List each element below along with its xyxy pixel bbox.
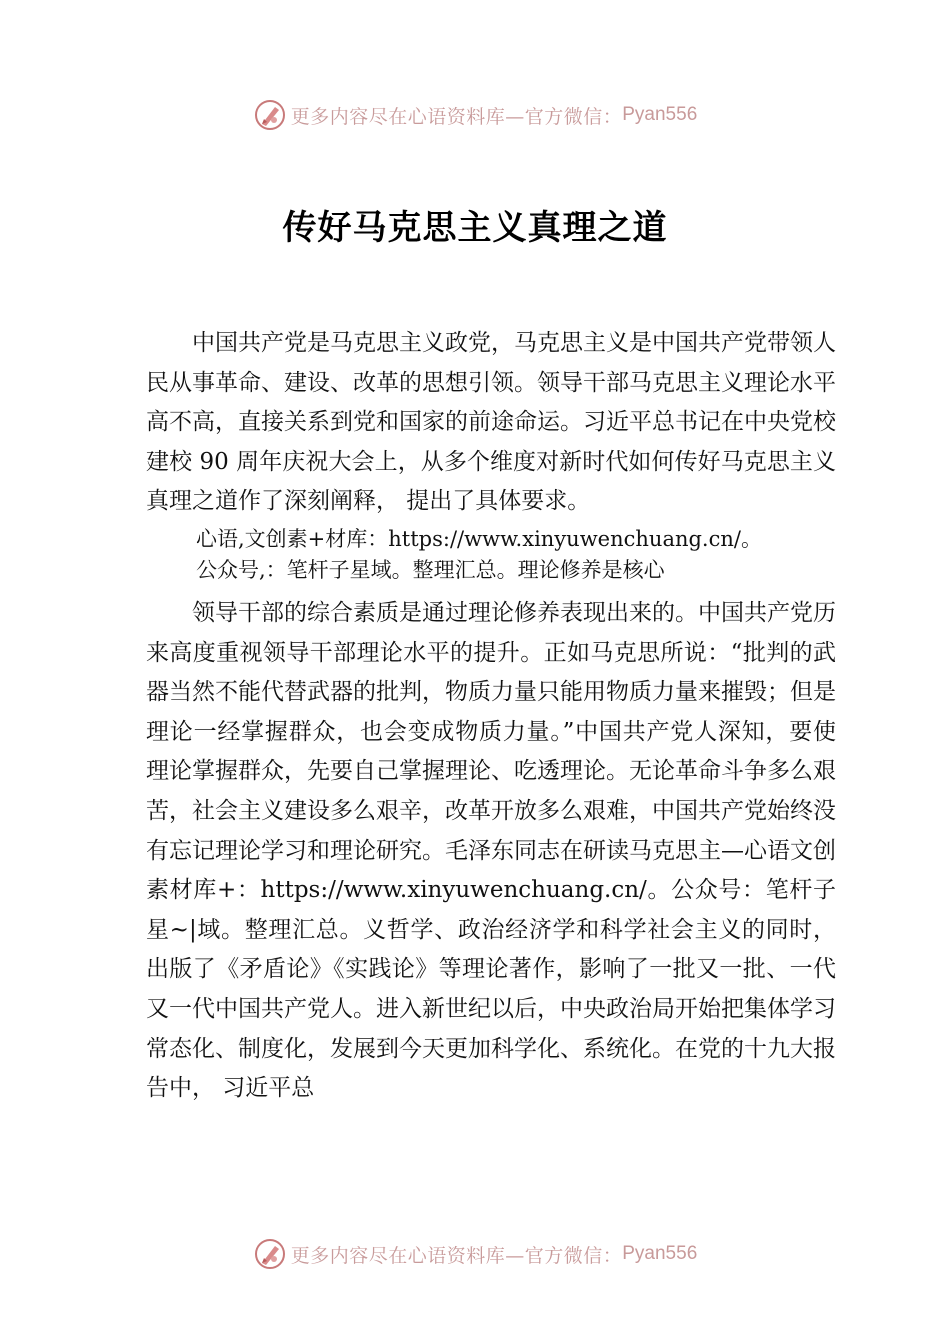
watermark-wechat-id: Pyan556 [622, 1243, 698, 1264]
header-watermark [0, 95, 950, 135]
footer-watermark [0, 1234, 950, 1274]
pen-logo-icon [253, 1237, 287, 1271]
watermark-wechat-id: Pyan556 [622, 104, 698, 125]
document-body [146, 324, 836, 1109]
note-line: 心语,文创素+材库：https://www.xinyuwenchuang.cn/。 [196, 526, 762, 551]
inline-watermark-note [146, 524, 836, 586]
pen-logo-icon [253, 98, 287, 132]
watermark-text: 更多内容尽在心语资料库—官方微信： [290, 1244, 623, 1267]
watermark-text: 更多内容尽在心语资料库—官方微信： [290, 105, 623, 128]
paragraph: 领导干部的综合素质是通过理论修养表现出来的。中国共产党历来高度重视领导干部理论水平的提升。正如马克思所说：“批判的武器当然不能代替武器的批判，物质力量只能用物质力量来摧毁；但是理论一经掌握群众，也会变成物质力量。”中国共产党人深知，要使理论掌握群众，先要自己掌握理论、吃透理论。无论革命斗争多么艰苦，社会主义建设多么艰辛，改革开放多么艰难，中国共产党始终没有忘记理论学习和理论研究。毛泽东同志在研读马克思主—心语文创素材库+：https://www.xinyuwenchuang.cn/。公众号：笔杆子星~|域。整理汇总。义哲学、政治经济学和科学社会主义的同时，出版了《矛盾论》《实践论》等理论著作，影响了一批又一批、一代又一代中国共产党人。进入新世纪以后，中央政治局开始把集体学习常态化、制度化，发展到今天更加科学化、系统化。在党的十九大报告中， 习近平总 [146, 599, 836, 1102]
document-title: 传好马克思主义真理之道 [282, 208, 668, 248]
note-line: 公众号,：笔杆子星域。整理汇总。理论修养是核心 [196, 557, 665, 582]
paragraph: 中国共产党是马克思主义政党，马克思主义是中国共产党带领人民从事革命、建设、改革的思想引领。领导干部马克思主义理论水平高不高，直接关系到党和国家的前途命运。习近平总书记在中央党校建校 90 周年庆祝大会上，从多个维度对新时代如何传好马克思主义真理之道作了深刻阐释， 提出了具体要求。 [146, 330, 836, 515]
